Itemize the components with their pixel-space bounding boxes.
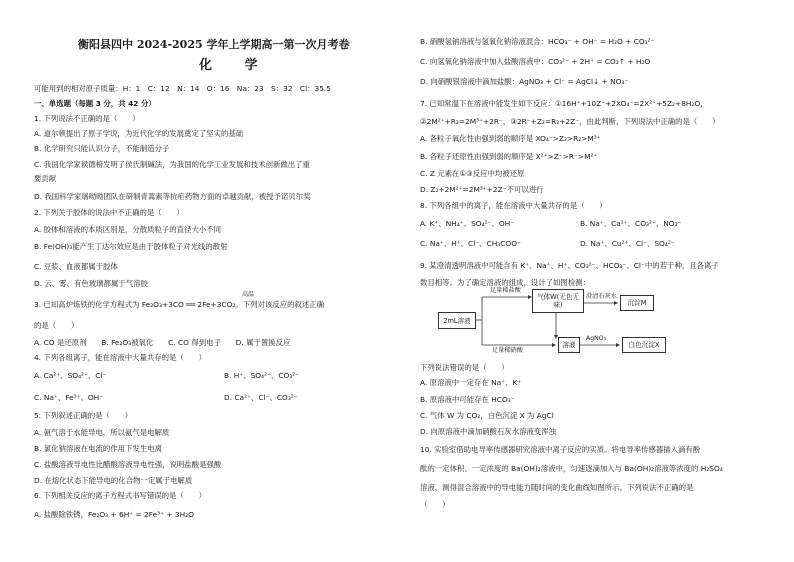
q3-condition: 高温 — [242, 291, 255, 298]
q4-option-b: B. H⁺、SO₄²⁻、CO₃²⁻ — [224, 371, 300, 380]
agno3-label: AgNO₃ — [586, 335, 607, 342]
q5-option-a: A. 氨气溶于水能导电，所以氨气是电解质 — [34, 428, 170, 437]
precipitate-x-box: 白色沉淀X — [622, 337, 666, 353]
solution-box: 溶液 — [558, 337, 580, 353]
q9-option-a: A. 原溶液中一定存在 Na⁺、K⁺ — [420, 378, 522, 387]
q3-options: A. CO 是还原剂 B. Fe₂O₃被氧化 C. CO 得到电子 D. 属于置换反应 — [34, 338, 291, 347]
q6-option-d: D. 向硝酸银溶液中滴加盐酸：AgNO₃ + Cl⁻ = AgCl↓ + NO₃⁻ — [420, 77, 629, 86]
q6-option-b: B. 硝酸氢钠溶液与氢氧化钠溶液混合：HCO₃⁻ + OH⁻ = H₂O + CO₃²⁻ — [420, 37, 655, 46]
q1-option-b: B. 化学研究只能认识分子，不能制造分子 — [34, 144, 170, 153]
precipitate-m-box: 沉淀M — [620, 295, 654, 311]
q6-option-a: A. 盐酸除铁锈，Fe₂O₃ + 6H⁺ = 2Fe³⁺ + 3H₂O — [34, 510, 194, 519]
atomic-mass-line: 可能用到的相对原子质量：H：1 C：12 N：14 O：16 Na：23 S：32 Cl：35.5 — [34, 84, 331, 93]
exam-title: 衡阳县四中 2024-2025 学年上学期高一第一次月考卷 — [78, 38, 350, 51]
limewater-label: 澄清石灰水 — [586, 293, 617, 300]
q1-option-c: C. 我国化学家侯德榜发明了侯氏制碱法，为我国的化学工业发展和技术创新做出了重 — [34, 160, 310, 169]
q9-option-d: D. 向原溶液中滴加硝酸石灰水溶液变浑浊 — [420, 427, 557, 436]
q1-stem: 1. 下列说法不正确的是（ ） — [34, 114, 140, 123]
q6-stem: 6. 下列相关反应的离子方程式书写错误的是（ ） — [34, 491, 206, 500]
q9-stem: 9. 某澄清透明溶液中可能含有 K⁺、Na⁺、H⁺、CO₃²⁻、HCO₃⁻、Cl⁻中的若干种，且各离子 — [420, 261, 719, 270]
hcl-label: 足量稀盐酸 — [490, 287, 521, 294]
q8-option-d: D. Na⁺、Cu²⁺、Cl⁻、SO₄²⁻ — [580, 239, 675, 248]
q4-option-a: A. Ca²⁺、SO₄²⁻、Cl⁻ — [34, 371, 107, 380]
q10-stem-cont-1: 酞的一定体积、一定浓度的 Ba(OH)₂溶液中，匀速逐滴加入与 Ba(OH)₂溶液等浓度的 H₂SO₄ — [420, 464, 723, 473]
hno3-label: 足量稀硝酸 — [492, 347, 523, 354]
left-column — [34, 0, 404, 562]
q5-stem: 5. 下列叙述正确的是（ ） — [34, 411, 133, 420]
q1-option-c-cont: 要贡献 — [34, 174, 57, 183]
q5-option-c: C. 盐酸溶液导电性比醋酸溶液导电性强，说明盐酸是强酸 — [34, 460, 222, 469]
q3-stem-cont: 的是（ ） — [34, 321, 79, 330]
q7-stem: 7. 已知常温下在溶液中能发生如下反应：①16H⁺+10Z⁻+2XO₄⁻=2X²⁺+5Z₂+8H₂O， — [420, 99, 708, 108]
q10-answer-bracket: （ ） — [420, 500, 450, 509]
q8-option-c: C. Na⁺、H⁺、Cl⁻、CH₃COO⁻ — [420, 239, 521, 248]
q7-option-d: D. Z₂+2M²⁺=2M³⁺+2Z⁻不可以进行 — [420, 185, 544, 194]
start-solution-box: 2mL溶液 — [438, 312, 476, 329]
q9-stem-cont: 数目相等。为了确定溶液的组成，设计了如图检测： — [420, 278, 590, 287]
q4-option-d: D. Ca²⁺、Cl⁻、CO₃²⁻ — [224, 393, 298, 402]
q10-stem-cont-2: 溶液，测得混合溶液中的导电能力随时间的变化曲线如图所示。下列说法不正确的是 — [420, 483, 694, 492]
q4-stem: 4. 下列各组离子，能在溶液中大量共存的是（ ） — [34, 353, 206, 362]
q2-option-a: A. 胶体和溶液的本质区别是，分散质粒子的直径大小不同 — [34, 225, 222, 234]
section-heading: 一、单选题（每题 3 分，共 42 分） — [34, 99, 156, 108]
q5-option-b: B. 氯化钠溶液在电流的作用下发生电离 — [34, 444, 163, 453]
q9-flow-diagram — [436, 285, 766, 355]
q6-option-c: C. 向氢氧化钠溶液中加入盐酸溶液中：CO₃²⁻ + 2H⁺ = CO₂↑ + H₂O — [420, 57, 651, 66]
q2-option-b: B. Fe(OH)₃能产生丁达尔效应是由于胶体粒子对光线的散射 — [34, 242, 228, 251]
q8-option-a: A. K⁺、NH₄⁺、SO₄²⁻、OH⁻ — [420, 219, 515, 228]
q2-option-c: C. 豆浆、血液都属于胶体 — [34, 262, 118, 271]
q10-stem: 10. 实验室借助电导率传感器研究溶液中离子反应的实质。将电导率传感器插入滴有酚 — [420, 445, 701, 454]
gas-w-box: 气体W(无色无味) — [532, 289, 584, 313]
right-column — [420, 0, 790, 562]
q5-option-d: D. 在熔化状态下能导电的化合物一定属于电解质 — [34, 476, 193, 485]
q1-option-d: D. 我国科学家屠呦呦团队在研制青蒿素等抗疟药物方面的卓越贡献，被授予诺贝尔奖 — [34, 192, 311, 201]
q9-question: 下列说法错误的是（ ） — [420, 363, 509, 372]
q2-option-d: D. 云、雾、有色玻璃都属于气溶胶 — [34, 279, 148, 288]
q9-option-c: C. 气体 W 为 CO₂，白色沉淀 X 为 AgCl — [420, 411, 554, 420]
q9-option-b: B. 原溶液中可能存在 HCO₃⁻ — [420, 395, 515, 404]
q8-option-b: B. Na⁺、Ca²⁺、CO₃²⁻、NO₃⁻ — [580, 219, 682, 228]
exam-subject: 化 学 — [199, 58, 272, 73]
q4-option-c: C. Na⁺、Fe³⁺、OH⁻ — [34, 393, 104, 402]
q2-stem: 2. 下列关于胶体的说法中不正确的是（ ） — [34, 208, 184, 217]
q7-stem-cont: ②2M²⁺+R₂=2M³⁺+2R⁻，③2R⁻+Z₂=R₂+2Z⁻，由此判断，下列说法中正确的是（ ） — [420, 117, 720, 126]
q8-stem: 8. 下列各组中的离子，能在溶液中大量共存的是（ ） — [420, 201, 607, 210]
q3-stem: 3. 已知高炉炼铁的化学方程式为 Fe₂O₃+3CO ══ 2Fe+3CO₂。下列对该反应的叙述正确 — [34, 300, 325, 309]
q7-option-a: A. 各粒子氧化性由强到弱的顺序是 XO₄⁻>Z₂>R₂>M³⁺ — [420, 134, 601, 143]
q7-option-b: B. 各粒子还原性由强到弱的顺序是 X²⁺>Z⁻>R⁻>M²⁺ — [420, 152, 598, 161]
q1-option-a: A. 道尔顿提出了原子学说，为近代化学的发展奠定了坚实的基础 — [34, 129, 244, 138]
q7-option-c: C. Z 元素在①③反应中均被还原 — [420, 169, 525, 178]
